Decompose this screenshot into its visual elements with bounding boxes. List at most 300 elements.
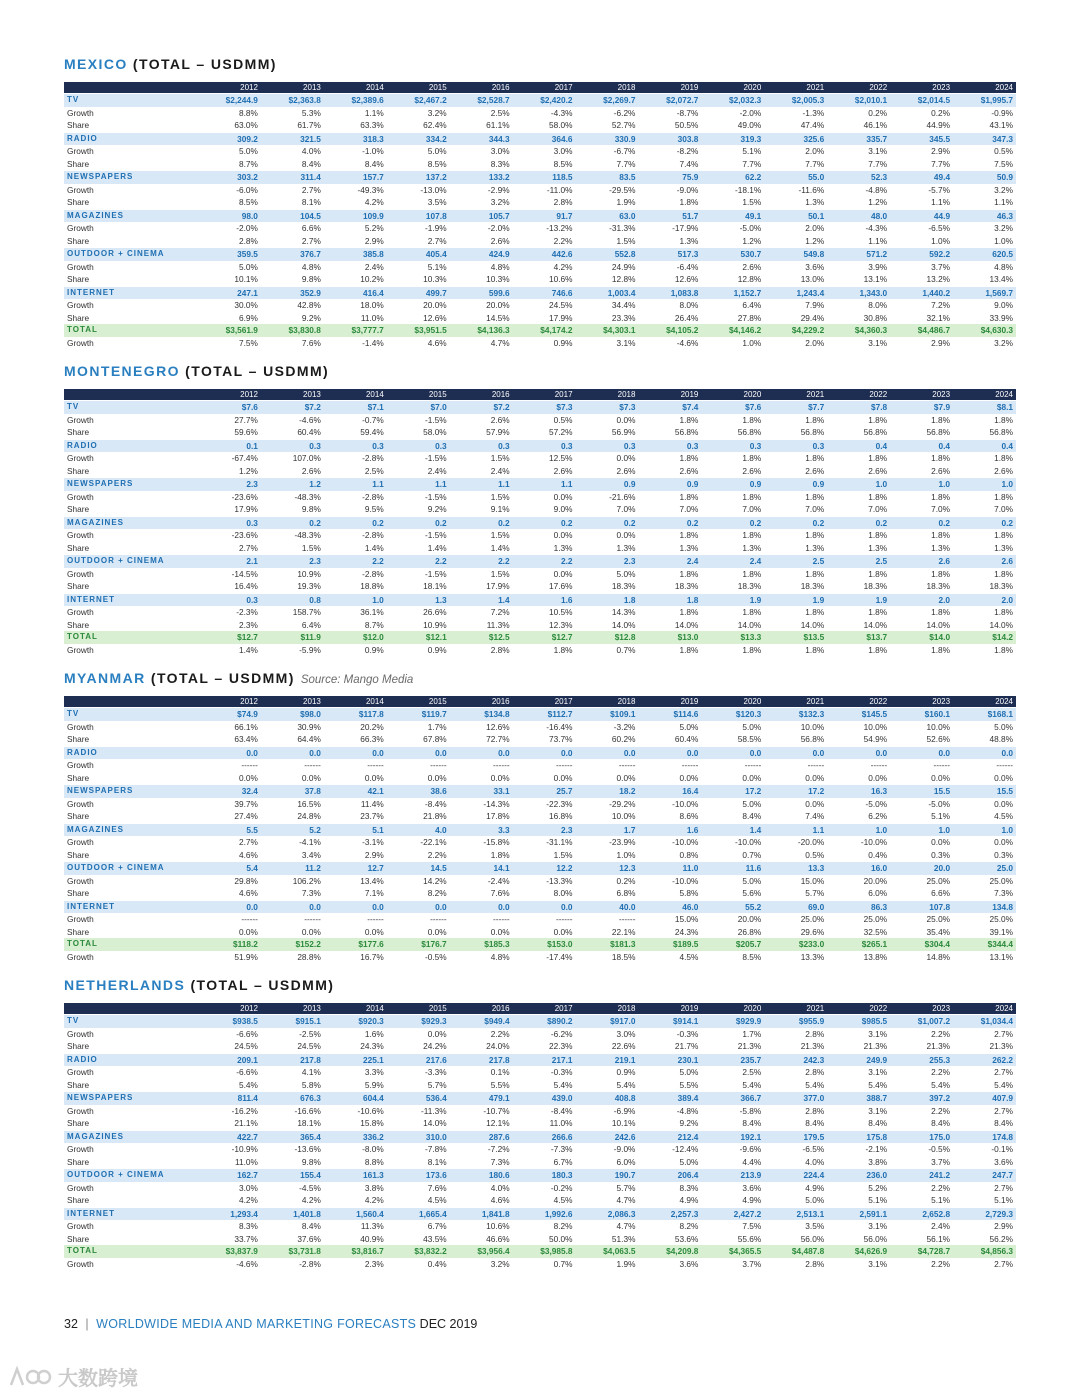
value-cell: 2.2% — [890, 1105, 953, 1118]
value-cell: 5.0% — [701, 875, 764, 888]
value-cell: 5.7% — [764, 887, 827, 900]
value-cell: 2.9% — [953, 1220, 1016, 1233]
value-cell: 17.2 — [764, 785, 827, 798]
value-cell: -18.1% — [701, 184, 764, 197]
value-cell: 5.0% — [701, 798, 764, 811]
value-cell: $1,995.7 — [953, 94, 1016, 107]
value-cell: $13.3 — [701, 631, 764, 644]
value-cell: 107.8 — [890, 900, 953, 913]
year-header: 2019 — [638, 389, 701, 401]
value-cell: 1.8% — [953, 452, 1016, 465]
newspapers-row — [64, 1092, 1016, 1105]
value-cell: 1,003.4 — [576, 286, 639, 299]
value-cell: 9.1% — [450, 503, 513, 516]
value-cell: -17.4% — [513, 951, 576, 964]
value-cell: 3.2% — [953, 184, 1016, 197]
value-cell: $14.2 — [953, 631, 1016, 644]
value-cell: 25.0% — [764, 913, 827, 926]
value-cell: 0.2% — [827, 107, 890, 120]
value-cell: $4,174.2 — [513, 324, 576, 337]
value-cell: $4,303.1 — [576, 324, 639, 337]
value-cell: $181.3 — [576, 938, 639, 951]
value-cell: 4.8% — [450, 951, 513, 964]
value-cell: 4.0% — [764, 1156, 827, 1169]
value-cell: 1.8% — [638, 414, 701, 427]
magazines-growth-row — [64, 222, 1016, 235]
value-cell: 10.1% — [198, 273, 261, 286]
value-cell: $3,830.8 — [261, 324, 324, 337]
radio-share-row — [64, 1079, 1016, 1092]
value-cell: 2.3 — [576, 555, 639, 568]
value-cell: 1.8% — [827, 644, 890, 657]
value-cell: 13.3 — [764, 862, 827, 875]
value-cell: 1.4% — [387, 542, 450, 555]
value-cell: 7.5% — [198, 337, 261, 350]
value-cell: 11.6 — [701, 862, 764, 875]
value-cell: 1.3% — [576, 542, 639, 555]
watermark-logo-icon — [8, 1365, 52, 1389]
value-cell: 7.5% — [953, 158, 1016, 171]
value-cell: 0.2% — [890, 107, 953, 120]
value-cell: -13.6% — [261, 1143, 324, 1156]
value-cell: 8.3% — [638, 1182, 701, 1195]
row-label: Growth — [64, 222, 198, 235]
value-cell: $3,816.7 — [324, 1245, 387, 1258]
value-cell: 1.7 — [576, 823, 639, 836]
value-cell: 1.8% — [827, 491, 890, 504]
value-cell: 19.3% — [261, 580, 324, 593]
value-cell: -4.6% — [261, 414, 324, 427]
value-cell: -11.0% — [513, 184, 576, 197]
value-cell: 2.0 — [890, 593, 953, 606]
value-cell: 1.9 — [764, 593, 827, 606]
value-cell: 2.2 — [513, 555, 576, 568]
value-cell: $1,034.4 — [953, 1015, 1016, 1028]
value-cell: 676.3 — [261, 1092, 324, 1105]
value-cell: 2.6% — [827, 465, 890, 478]
value-cell: 17.9% — [198, 503, 261, 516]
value-cell: $920.3 — [324, 1015, 387, 1028]
value-cell: 439.0 — [513, 1092, 576, 1105]
year-header: 2022 — [827, 696, 890, 708]
value-cell: 28.8% — [261, 951, 324, 964]
row-label: RADIO — [64, 1053, 198, 1066]
value-cell: $7.1 — [324, 401, 387, 414]
value-cell: 347.3 — [953, 132, 1016, 145]
value-cell: -5.8% — [701, 1105, 764, 1118]
value-cell: 1.4% — [450, 542, 513, 555]
value-cell: 388.7 — [827, 1092, 890, 1105]
value-cell: 0.0 — [953, 746, 1016, 759]
value-cell: $265.1 — [827, 938, 890, 951]
year-header: 2013 — [261, 82, 324, 94]
value-cell: 0.0% — [513, 926, 576, 939]
value-cell: $189.5 — [638, 938, 701, 951]
watermark — [8, 1362, 138, 1391]
value-cell: 158.7% — [261, 606, 324, 619]
value-cell: 0.0% — [576, 772, 639, 785]
value-cell: $160.1 — [890, 708, 953, 721]
value-cell: $2,244.9 — [198, 94, 261, 107]
value-cell: 1.8 — [576, 593, 639, 606]
value-cell: $205.7 — [701, 938, 764, 951]
value-cell: 20.0% — [701, 913, 764, 926]
value-cell: 60.4% — [261, 426, 324, 439]
row-label: Growth — [64, 145, 198, 158]
value-cell: 330.9 — [576, 132, 639, 145]
value-cell: 4.2% — [324, 196, 387, 209]
value-cell: 4.7% — [576, 1220, 639, 1233]
value-cell: 4.0% — [450, 1182, 513, 1195]
value-cell: -7.3% — [513, 1143, 576, 1156]
row-label: TOTAL — [64, 938, 198, 951]
value-cell: 0.3 — [198, 593, 261, 606]
value-cell: 56.8% — [764, 733, 827, 746]
row-label: Growth — [64, 721, 198, 734]
value-cell: $3,832.2 — [387, 1245, 450, 1258]
value-cell: 0.8 — [261, 593, 324, 606]
value-cell: $3,956.4 — [450, 1245, 513, 1258]
value-cell: 0.3% — [890, 849, 953, 862]
value-cell: 14.0% — [638, 619, 701, 632]
value-cell: 3.1% — [827, 1028, 890, 1041]
value-cell: $915.1 — [261, 1015, 324, 1028]
value-cell: 4.5% — [953, 810, 1016, 823]
value-cell: $132.3 — [764, 708, 827, 721]
value-cell: 2.7% — [261, 184, 324, 197]
row-label: Share — [64, 1079, 198, 1092]
value-cell: 7.6% — [261, 337, 324, 350]
value-cell: 22.3% — [513, 1040, 576, 1053]
value-cell: 42.1 — [324, 785, 387, 798]
value-cell: $2,014.5 — [890, 94, 953, 107]
year-header: 2019 — [638, 1003, 701, 1015]
row-label: Growth — [64, 1028, 198, 1041]
value-cell: 1.5% — [261, 542, 324, 555]
value-cell: -7.2% — [450, 1143, 513, 1156]
value-cell: 2.0 — [953, 593, 1016, 606]
value-cell: -48.3% — [261, 529, 324, 542]
value-cell: 1.8% — [890, 606, 953, 619]
value-cell: -21.6% — [576, 491, 639, 504]
value-cell: 14.0% — [701, 619, 764, 632]
row-label: Share — [64, 235, 198, 248]
value-cell: $4,136.3 — [450, 324, 513, 337]
value-cell: 18.0% — [324, 299, 387, 312]
value-cell: 4.7% — [450, 337, 513, 350]
value-cell: 3.2% — [387, 107, 450, 120]
newspapers-growth-row — [64, 491, 1016, 504]
value-cell: 364.6 — [513, 132, 576, 145]
magazines-share-row — [64, 542, 1016, 555]
value-cell: 8.4% — [324, 158, 387, 171]
value-cell: 1.5% — [450, 452, 513, 465]
value-cell: 0.2 — [638, 516, 701, 529]
value-cell: 50.0% — [513, 1233, 576, 1246]
row-label: Growth — [64, 1105, 198, 1118]
value-cell: $4,063.5 — [576, 1245, 639, 1258]
value-cell: 1.9 — [701, 593, 764, 606]
value-cell: 155.4 — [261, 1169, 324, 1182]
value-cell: 2.8% — [450, 644, 513, 657]
value-cell: 571.2 — [827, 248, 890, 261]
outdoor-cinema-share-row — [64, 1194, 1016, 1207]
value-cell: 1.0 — [890, 478, 953, 491]
value-cell: 63.4% — [198, 733, 261, 746]
value-cell: ------ — [513, 913, 576, 926]
value-cell: 36.1% — [324, 606, 387, 619]
value-cell: -5.7% — [890, 184, 953, 197]
value-cell: 55.6% — [701, 1233, 764, 1246]
magazines-share-row — [64, 235, 1016, 248]
tv-growth-row — [64, 414, 1016, 427]
value-cell: $8.1 — [953, 401, 1016, 414]
value-cell: 9.0% — [953, 299, 1016, 312]
value-cell: 4.6% — [198, 887, 261, 900]
value-cell: 0.1% — [450, 1066, 513, 1079]
value-cell: 4.8% — [261, 261, 324, 274]
year-header: 2021 — [764, 389, 827, 401]
value-cell: 0.5% — [764, 849, 827, 862]
value-cell: -23.9% — [576, 836, 639, 849]
value-cell: 25.7 — [513, 785, 576, 798]
value-cell: $890.2 — [513, 1015, 576, 1028]
value-cell: 6.7% — [387, 1220, 450, 1233]
total-growth-row — [64, 1258, 1016, 1271]
value-cell: 50.5% — [638, 119, 701, 132]
value-cell: 2.6% — [701, 465, 764, 478]
value-cell: 8.0% — [513, 887, 576, 900]
row-label: Growth — [64, 299, 198, 312]
value-cell: 14.0% — [827, 619, 890, 632]
value-cell: 8.1% — [387, 1156, 450, 1169]
value-cell: 2.7% — [261, 235, 324, 248]
value-cell: 24.9% — [576, 261, 639, 274]
value-cell: 7.0% — [827, 503, 890, 516]
value-cell: ------ — [513, 759, 576, 772]
value-cell: 21.1% — [198, 1117, 261, 1130]
value-cell: 1.8% — [638, 568, 701, 581]
value-cell: 1.0 — [827, 823, 890, 836]
year-header: 2020 — [701, 696, 764, 708]
value-cell: -16.4% — [513, 721, 576, 734]
value-cell: 11.0 — [638, 862, 701, 875]
value-cell: $7.2 — [261, 401, 324, 414]
value-cell: 5.1% — [701, 145, 764, 158]
value-cell: 14.0% — [576, 619, 639, 632]
row-label: RADIO — [64, 132, 198, 145]
value-cell: 8.5% — [198, 196, 261, 209]
value-cell: 365.4 — [261, 1130, 324, 1143]
value-cell: 16.7% — [324, 951, 387, 964]
value-cell: 1.3% — [701, 542, 764, 555]
value-cell: 389.4 — [638, 1092, 701, 1105]
value-cell: 310.0 — [387, 1130, 450, 1143]
year-header: 2015 — [387, 696, 450, 708]
year-header: 2024 — [953, 82, 1016, 94]
year-header: 2016 — [450, 389, 513, 401]
value-cell: 620.5 — [953, 248, 1016, 261]
value-cell: -5.0% — [827, 798, 890, 811]
value-cell: 1.1 — [450, 478, 513, 491]
value-cell: 5.5% — [450, 1079, 513, 1092]
value-cell: 217.8 — [261, 1053, 324, 1066]
value-cell: 0.5% — [513, 414, 576, 427]
value-cell: 0.0% — [387, 926, 450, 939]
value-cell: 2.6% — [513, 465, 576, 478]
value-cell: 0.0 — [513, 746, 576, 759]
value-cell: 11.0% — [198, 1156, 261, 1169]
value-cell: 7.5% — [701, 1220, 764, 1233]
value-cell: 4.0% — [261, 145, 324, 158]
value-cell: 0.0% — [198, 772, 261, 785]
value-cell: 43.1% — [953, 119, 1016, 132]
value-cell: 8.2% — [638, 1220, 701, 1233]
value-cell: 2.8% — [764, 1028, 827, 1041]
value-cell: -14.5% — [198, 568, 261, 581]
value-cell: 14.0% — [387, 1117, 450, 1130]
value-cell: 1.1% — [890, 196, 953, 209]
value-cell: 0.0% — [324, 772, 387, 785]
value-cell: 58.5% — [701, 733, 764, 746]
value-cell: 11.2 — [261, 862, 324, 875]
row-label: Share — [64, 619, 198, 632]
value-cell: 2.2% — [890, 1258, 953, 1271]
value-cell: 206.4 — [638, 1169, 701, 1182]
value-cell: 5.0% — [198, 145, 261, 158]
value-cell: -3.1% — [324, 836, 387, 849]
header-row — [64, 696, 1016, 708]
outdoor-cinema-growth-row — [64, 875, 1016, 888]
value-cell: 83.5 — [576, 171, 639, 184]
value-cell: 5.1% — [827, 1194, 890, 1207]
value-cell: $11.9 — [261, 631, 324, 644]
row-label: Growth — [64, 1220, 198, 1233]
value-cell: 0.0 — [261, 900, 324, 913]
value-cell: 12.3% — [513, 619, 576, 632]
value-cell: 133.2 — [450, 171, 513, 184]
row-label: Share — [64, 1117, 198, 1130]
value-cell: 1.8% — [827, 529, 890, 542]
value-cell: 1.0% — [890, 235, 953, 248]
value-cell: -0.5% — [387, 951, 450, 964]
value-cell: 3.2% — [450, 196, 513, 209]
value-cell: 0.2 — [513, 516, 576, 529]
row-label: Growth — [64, 875, 198, 888]
value-cell: -13.0% — [387, 184, 450, 197]
value-cell: 46.6% — [450, 1233, 513, 1246]
row-label: NEWSPAPERS — [64, 785, 198, 798]
value-cell: 25.0 — [953, 862, 1016, 875]
value-cell: 6.6% — [890, 887, 953, 900]
internet-share-row — [64, 312, 1016, 325]
value-cell: 1,343.0 — [827, 286, 890, 299]
value-cell: 0.4 — [827, 439, 890, 452]
value-cell: $3,731.8 — [261, 1245, 324, 1258]
value-cell: 1.8% — [701, 568, 764, 581]
value-cell: 7.7% — [764, 158, 827, 171]
page-footer — [64, 1317, 477, 1331]
value-cell: 180.6 — [450, 1169, 513, 1182]
year-header: 2023 — [890, 696, 953, 708]
value-cell: 190.7 — [576, 1169, 639, 1182]
value-cell: 0.5% — [953, 145, 1016, 158]
value-cell: 1.5% — [450, 491, 513, 504]
radio-row — [64, 746, 1016, 759]
value-cell: 1,152.7 — [701, 286, 764, 299]
value-cell: $929.3 — [387, 1015, 450, 1028]
value-cell: 3.8% — [827, 1156, 890, 1169]
value-cell: 2.1 — [198, 555, 261, 568]
value-cell: 5.0% — [576, 568, 639, 581]
value-cell: ------ — [576, 759, 639, 772]
value-cell: ------ — [261, 913, 324, 926]
value-cell: 5.4% — [953, 1079, 1016, 1092]
value-cell: 1.1 — [324, 478, 387, 491]
value-cell: 7.7% — [576, 158, 639, 171]
value-cell: 1.8% — [890, 568, 953, 581]
value-cell: 0.3 — [701, 439, 764, 452]
value-cell: 13.1% — [953, 951, 1016, 964]
value-cell: 5.0% — [638, 721, 701, 734]
value-cell: -1.3% — [764, 107, 827, 120]
value-cell: 1.7% — [387, 721, 450, 734]
value-cell: $929.9 — [701, 1015, 764, 1028]
country-name: MYANMAR — [64, 670, 146, 686]
value-cell: 9.5% — [324, 503, 387, 516]
value-cell: 3.0% — [513, 145, 576, 158]
value-cell: 0.3 — [198, 516, 261, 529]
radio-growth-row — [64, 145, 1016, 158]
value-cell: 0.0% — [764, 798, 827, 811]
radio-share-row — [64, 158, 1016, 171]
tv-share-row — [64, 1040, 1016, 1053]
value-cell: 11.0% — [513, 1117, 576, 1130]
value-cell: 5.6% — [701, 887, 764, 900]
value-cell: 1.4% — [324, 542, 387, 555]
row-label: Share — [64, 273, 198, 286]
value-cell: -5.0% — [890, 798, 953, 811]
value-cell: $12.7 — [513, 631, 576, 644]
value-cell: 1.8% — [764, 452, 827, 465]
radio-row — [64, 1053, 1016, 1066]
value-cell: 0.0% — [450, 772, 513, 785]
value-cell: 3.4% — [261, 849, 324, 862]
value-cell: 1.1 — [513, 478, 576, 491]
value-cell: 536.4 — [387, 1092, 450, 1105]
value-cell: 422.7 — [198, 1130, 261, 1143]
value-cell: 1.5% — [513, 849, 576, 862]
row-label: RADIO — [64, 439, 198, 452]
row-label: Growth — [64, 529, 198, 542]
value-cell: 0.0 — [324, 900, 387, 913]
value-cell: 32.4 — [198, 785, 261, 798]
value-cell: -4.6% — [198, 1258, 261, 1271]
tv-row — [64, 401, 1016, 414]
value-cell: 0.9% — [576, 1066, 639, 1079]
value-cell: 2.9% — [324, 849, 387, 862]
value-cell: 255.3 — [890, 1053, 953, 1066]
value-cell: -6.6% — [198, 1028, 261, 1041]
year-header: 2018 — [576, 389, 639, 401]
value-cell: 30.9% — [261, 721, 324, 734]
value-cell: 57.2% — [513, 426, 576, 439]
year-header: 2023 — [890, 389, 953, 401]
value-cell: 17.9% — [513, 312, 576, 325]
value-cell: 1.8% — [450, 849, 513, 862]
section-montenegro — [64, 363, 1016, 656]
value-cell: 3.6% — [764, 261, 827, 274]
